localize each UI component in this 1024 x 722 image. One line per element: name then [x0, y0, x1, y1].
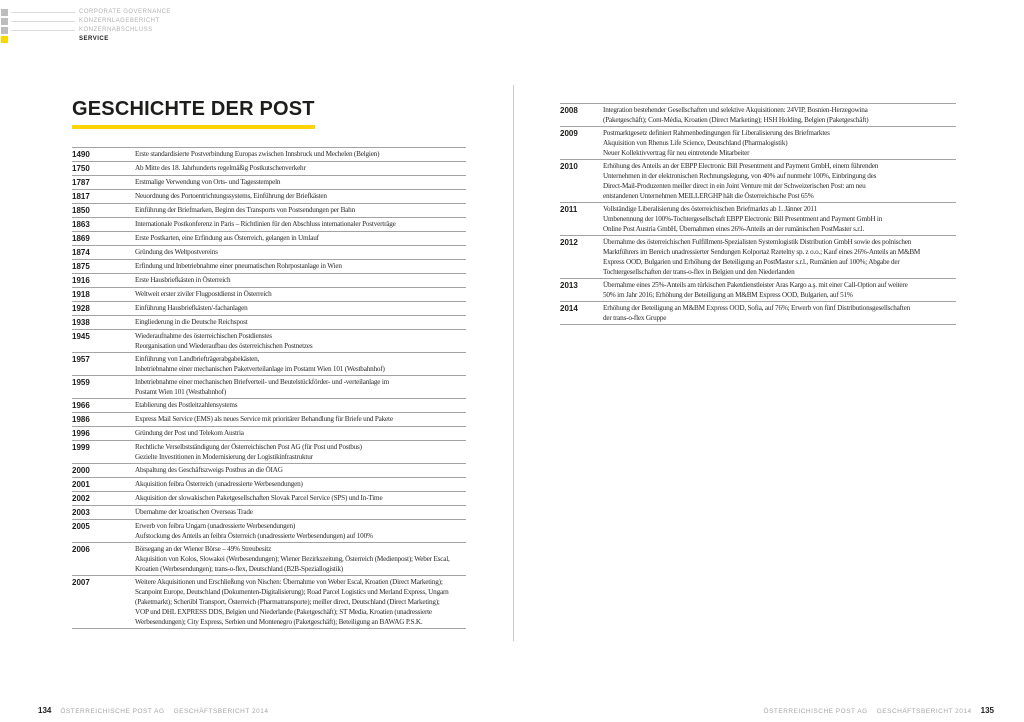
- footer-org: ÖSTERREICHISCHE POST AG: [763, 708, 868, 715]
- nav-item-label: SERVICE: [79, 36, 109, 42]
- timeline-event-line: Unternehmen in der elektronischen Rechnungslegung, von 40% auf nunmehr 100%, Einbringung des: [603, 172, 877, 180]
- timeline-event-line: VOP und DHL EXPRESS DDS, Belgien und Niederlande (Paketgeschäft); ST Media, Kroatien (unadressierte: [135, 608, 432, 616]
- page-title: GESCHICHTE DER POST: [72, 98, 315, 129]
- timeline-year: 1999: [72, 443, 90, 452]
- timeline-row: [72, 231, 466, 245]
- timeline-row: [72, 463, 466, 477]
- timeline-event-text: [603, 161, 956, 201]
- timeline-event-text: [603, 128, 956, 158]
- nav-item-label: KONZERNABSCHLUSS: [79, 27, 153, 33]
- timeline-year: 1850: [72, 206, 90, 215]
- timeline-year: 1959: [72, 378, 90, 387]
- timeline-event-line: Express OOD, Bulgarien und Erhöhung der Beteiligung an PostMaster s.r.l., Rumänien auf 100%; Abgabe der: [603, 258, 900, 266]
- timeline-event-text: [135, 479, 466, 490]
- timeline-event-text: [135, 247, 466, 258]
- timeline-year: 2011: [560, 205, 578, 214]
- timeline-year: 2001: [72, 480, 90, 489]
- section-marker-icon: [1, 27, 8, 34]
- timeline-event-text: [135, 577, 466, 627]
- page-number-left: 134: [38, 706, 52, 715]
- timeline-event-line: Direct-Mail-Produzenten meiller direct in ein Joint Venture mit der Schweizerischen Post: am neu: [603, 182, 866, 190]
- timeline-event-line: entstandenen Unternehmen MEILLERGHP hält die Österreichische Post 65%: [603, 192, 814, 200]
- timeline-year: 1945: [72, 332, 90, 341]
- footer-left: [38, 706, 268, 715]
- timeline-row: [560, 126, 956, 159]
- timeline-event-line: Aufstockung des Anteils an feibra Österreich (unadressierte Werbesendungen) auf 100%: [135, 532, 373, 540]
- timeline-year: 1490: [72, 150, 90, 159]
- timeline-event-text: [135, 544, 466, 574]
- timeline-event-line: Erste Postkarten, eine Erfindung aus Österreich, gelangen in Umlauf: [135, 234, 319, 242]
- timeline-event-line: Erhöhung des Anteils an der EBPP Electronic Bill Presentment and Payment GmbH, einem führenden: [603, 162, 879, 170]
- timeline-year: 1863: [72, 220, 90, 229]
- timeline-event-line: Online Post Austria GmbH, Übernahmen eines 26%-Anteils an der rumänischen PostMaster s.r.l.: [603, 225, 865, 233]
- timeline-event-text: [603, 280, 956, 300]
- timeline-event-text: [135, 149, 466, 160]
- timeline-event-line: Einführung von Landbriefträgerabgabekästen,: [135, 355, 260, 363]
- timeline-event-text: [135, 275, 466, 286]
- timeline-event-text: [135, 465, 466, 476]
- nav-item-label: CORPORATE GOVERNANCE: [79, 9, 171, 15]
- nav-connector-line: [11, 21, 75, 22]
- timeline-event-line: Gründung der Post und Telekom Austria: [135, 429, 244, 437]
- section-marker-icon: [1, 9, 8, 16]
- timeline-event-text: [135, 442, 466, 462]
- timeline-event-line: Internationale Postkonferenz in Paris – Richtlinien für den Abschluss internationaler Postverträge: [135, 220, 396, 228]
- timeline-row: [560, 103, 956, 126]
- timeline-event-text: [603, 237, 956, 277]
- timeline-event-line: Erwerb von feibra Ungarn (unadressierte Werbesendungen): [135, 522, 296, 530]
- timeline-row: [560, 301, 956, 325]
- page-number-right: 135: [980, 706, 994, 715]
- timeline-year: 2007: [72, 578, 90, 587]
- timeline-event-line: Rechtliche Verselbstständigung der Österreichischen Post AG (für Post und Postbus): [135, 443, 362, 451]
- timeline-row: [72, 519, 466, 542]
- timeline-row: [72, 147, 466, 161]
- timeline-event-line: Scanpoint Europe, Deutschland (Dokumenten-Digitalisierung); Road Parcel Logistics und Merland Express, Ungarn: [135, 588, 449, 596]
- timeline-event-line: Neuer Kollektivvertrag für neu eintretende Mitarbeiter: [603, 149, 750, 157]
- active-section-marker-icon: [1, 36, 8, 43]
- timeline-event-text: [603, 204, 956, 234]
- timeline-event-text: [135, 400, 466, 411]
- timeline-event-text: [135, 191, 466, 202]
- timeline-year: 2003: [72, 508, 90, 517]
- timeline-row: [72, 329, 466, 352]
- timeline-event-text: [135, 414, 466, 425]
- timeline-event-line: Marktführers im Bereich unadressierter Sendungen Kolportaż Rzetelny sp. z o.o.; Kauf eines 26%-Anteils an M&BM: [603, 248, 921, 256]
- timeline-year: 1869: [72, 234, 90, 243]
- timeline-row: [72, 245, 466, 259]
- timeline-row: [560, 202, 956, 235]
- timeline-event-line: Express Mail Service (EMS) als neues Service mit prioritärer Behandlung für Briefe und Pakete: [135, 415, 393, 423]
- timeline-event-text: [135, 219, 466, 230]
- timeline-row: [72, 477, 466, 491]
- timeline-year: 1875: [72, 262, 90, 271]
- timeline-event-text: [135, 317, 466, 328]
- timeline-event-line: Vollständige Liberalisierung des österreichischen Briefmarkts ab 1. Jänner 2011: [603, 205, 817, 213]
- timeline-event-line: Inbetriebnahme einer mechanischen Briefverteil- und Beutelstückförder- und -verteilanlage im: [135, 378, 390, 386]
- timeline-year: 2013: [560, 281, 578, 290]
- timeline-year: 1787: [72, 178, 90, 187]
- timeline-event-line: Übernahme der kroatischen Overseas Trade: [135, 508, 253, 516]
- timeline-event-line: Neuordnung des Portoentrichtungssystems, Einführung der Briefkästen: [135, 192, 327, 200]
- timeline-event-line: Postmarktgesetz definiert Rahmenbedingungen für Liberalisierung des Briefmarktes: [603, 129, 830, 137]
- timeline-event-text: [135, 507, 466, 518]
- timeline-year: 1918: [72, 290, 90, 299]
- timeline-event-line: Erhöhung der Beteiligung an M&BM Express OOD, Sofia, auf 76%; Erwerb von fünf Distributionsgesellschaften: [603, 304, 910, 312]
- timeline-year: 2009: [560, 129, 578, 138]
- timeline-year: 2005: [72, 522, 90, 531]
- timeline-event-text: [603, 303, 956, 323]
- timeline-event-line: 50% im Jahr 2016; Erhöhung der Beteiligung an M&BM Express OOD, Bulgarien, auf 51%: [603, 291, 853, 299]
- section-marker-icon: [1, 18, 8, 25]
- timeline-row: [72, 412, 466, 426]
- timeline-row: [72, 491, 466, 505]
- timeline-event-line: Erstmalige Verwendung von Orts- und Tagesstempeln: [135, 178, 281, 186]
- timeline-row: [72, 440, 466, 463]
- timeline-year: 1996: [72, 429, 90, 438]
- timeline-event-text: [135, 289, 466, 300]
- timeline-row: [72, 301, 466, 315]
- page-gutter-divider: [513, 85, 514, 641]
- timeline-event-line: (Paketgeschäft); Cont-Média, Kroatien (Direct Marketing); HSH Holding, Belgien (Paketgeschäft): [603, 116, 869, 124]
- nav-item: [0, 26, 171, 34]
- timeline-event-line: Übernahme eines 25%-Anteils am türkischen Paketdienstleister Aras Kargo a.ş. mit einer Call-Option auf weitere: [603, 281, 908, 289]
- timeline-event-line: Postamt Wien 101 (Westbahnhof): [135, 388, 227, 396]
- timeline-event-text: [135, 493, 466, 504]
- timeline-event-line: der trans-o-flex Gruppe: [603, 314, 667, 322]
- timeline-event-line: Übernahme des österreichischen Fulfillment-Spezialisten Systemlogistik Distribution GmbH sowie des polnischen: [603, 238, 912, 246]
- timeline-year: 1750: [72, 164, 90, 173]
- timeline-year: 1966: [72, 401, 90, 410]
- timeline-event-line: Weltweit erster ziviler Flugpostdienst in Österreich: [135, 290, 272, 298]
- timeline-row: [560, 278, 956, 301]
- nav-item-label: KONZERNLAGEBERICHT: [79, 18, 160, 24]
- footer-report: GESCHÄFTSBERICHT 2014: [173, 708, 269, 715]
- timeline-event-line: Gründung des Weltpostvereins: [135, 248, 218, 256]
- timeline-event-line: Gezielte Investitionen in Modernisierung der Logistikinfrastruktur: [135, 453, 313, 461]
- section-nav: [0, 8, 171, 44]
- timeline-table-right: [560, 103, 956, 325]
- timeline-event-line: Weitere Akquisitionen und Erschließung von Nischen: Übernahme von Weber Escal, Kroatien (Direct Marketing);: [135, 578, 443, 586]
- timeline-event-line: Akquisition feibra Österreich (unadressierte Werbesendungen): [135, 480, 303, 488]
- timeline-event-line: Eingliederung in die Deutsche Reichspost: [135, 318, 248, 326]
- timeline-table-left: [72, 147, 466, 629]
- timeline-year: 2002: [72, 494, 90, 503]
- timeline-year: 1938: [72, 318, 90, 327]
- nav-item: [0, 17, 171, 25]
- timeline-year: 1928: [72, 304, 90, 313]
- timeline-row: [72, 426, 466, 440]
- timeline-row: [72, 315, 466, 329]
- timeline-row: [72, 352, 466, 375]
- timeline-event-line: (Paketmarkt); Scherübl Transport, Österreich (Pharmatransporte); meiller direct, Deutschland (Direct Marketing);: [135, 598, 440, 606]
- timeline-year: 1916: [72, 276, 90, 285]
- timeline-row: [560, 235, 956, 278]
- timeline-event-line: Börsegang an der Wiener Börse – 49% Streubesitz: [135, 545, 272, 553]
- timeline-event-text: [135, 377, 466, 397]
- nav-connector-line: [11, 12, 75, 13]
- timeline-event-line: Reorganisation und Wiederaufbau des österreichischen Postnetzes: [135, 342, 313, 350]
- timeline-event-line: Integration bestehender Gesellschaften und selektive Akquisitionen: 24VIP, Bosnien-Herzegowina: [603, 106, 868, 114]
- timeline-row: [72, 273, 466, 287]
- timeline-year: 1874: [72, 248, 90, 257]
- timeline-event-line: Akquisition von Rhenus Life Science, Deutschland (Pharmalogistik): [603, 139, 788, 147]
- timeline-event-text: [135, 205, 466, 216]
- timeline-year: 1817: [72, 192, 90, 201]
- timeline-event-line: Erfindung und Inbetriebnahme einer pneumatischen Rohrpostanlage in Wien: [135, 262, 342, 270]
- timeline-row: [72, 217, 466, 231]
- timeline-event-text: [135, 521, 466, 541]
- timeline-event-text: [603, 105, 956, 125]
- timeline-row: [72, 287, 466, 301]
- timeline-row: [72, 161, 466, 175]
- timeline-event-line: Tochtergesellschaften der trans-o-flex in Belgien und den Niederlanden: [603, 268, 795, 276]
- timeline-event-text: [135, 354, 466, 374]
- timeline-event-text: [135, 177, 466, 188]
- timeline-event-line: Einführung der Briefmarken, Beginn des Transports von Postsendungen per Bahn: [135, 206, 355, 214]
- timeline-event-line: Akquisition der slowakischen Paketgesellschaften Slovak Parcel Service (SPS) und In-Time: [135, 494, 383, 502]
- timeline-event-text: [135, 233, 466, 244]
- footer-report: GESCHÄFTSBERICHT 2014: [876, 708, 972, 715]
- timeline-row: [72, 203, 466, 217]
- timeline-event-line: Ab Mitte des 18. Jahrhunderts regelmäßig Postkutschenverkehr: [135, 164, 306, 172]
- timeline-year: 2012: [560, 238, 578, 247]
- timeline-year: 2014: [560, 304, 578, 313]
- timeline-year: 2006: [72, 545, 90, 554]
- timeline-row: [72, 259, 466, 273]
- nav-connector-line: [11, 30, 75, 31]
- timeline-row: [72, 375, 466, 398]
- timeline-row: [72, 398, 466, 412]
- timeline-event-line: Erste standardisierte Postverbindung Europas zwischen Innsbruck und Mechelen (Belgien): [135, 150, 380, 158]
- timeline-event-line: Kroatien (Werbesendungen); trans-o-flex, Deutschland (B2B-Speziallogistik): [135, 565, 343, 573]
- footer-right: [764, 706, 994, 715]
- timeline-year: 2000: [72, 466, 90, 475]
- timeline-event-text: [135, 303, 466, 314]
- timeline-year: 1986: [72, 415, 90, 424]
- timeline-row: [72, 542, 466, 575]
- timeline-event-line: Umbenennung der 100%-Tochtergesellschaft EBPP Electronic Bill Presentment and Payment GmbH in: [603, 215, 883, 223]
- timeline-row: [72, 175, 466, 189]
- footer-org: ÖSTERREICHISCHE POST AG: [60, 708, 165, 715]
- timeline-event-text: [135, 261, 466, 272]
- nav-item: [0, 35, 171, 43]
- timeline-event-text: [135, 331, 466, 351]
- timeline-row: [72, 575, 466, 629]
- timeline-row: [72, 505, 466, 519]
- timeline-event-line: Etablierung des Postleitzahlensystems: [135, 401, 238, 409]
- timeline-event-text: [135, 428, 466, 439]
- timeline-row: [560, 159, 956, 202]
- timeline-event-line: Werbesendungen); City Express, Serbien und Montenegro (Paketgeschäft); Beteiligung an BAWAG P.S.K.: [135, 618, 423, 626]
- timeline-event-line: Erste Hausbriefkästen in Österreich: [135, 276, 231, 284]
- timeline-event-line: Einführung Hausbriefkästen/-fachanlagen: [135, 304, 248, 312]
- timeline-year: 1957: [72, 355, 90, 364]
- timeline-year: 2010: [560, 162, 578, 171]
- timeline-row: [72, 189, 466, 203]
- timeline-event-line: Akquisition von Kolos, Slowakei (Werbesendungen); Wiener Bezirkszeitung, Österreich (Medienpost); Weber Escal,: [135, 555, 450, 563]
- timeline-year: 2008: [560, 106, 578, 115]
- timeline-event-line: Abspaltung des Geschäftszweigs Postbus an die ÖIAG: [135, 466, 283, 474]
- timeline-event-line: Inbetriebnahme einer mechanischen Paketverteilanlage im Postamt Wien 101 (Westbahnhof): [135, 365, 385, 373]
- timeline-event-text: [135, 163, 466, 174]
- nav-item: [0, 8, 171, 16]
- timeline-event-line: Wiederaufnahme des österreichischen Postdienstes: [135, 332, 272, 340]
